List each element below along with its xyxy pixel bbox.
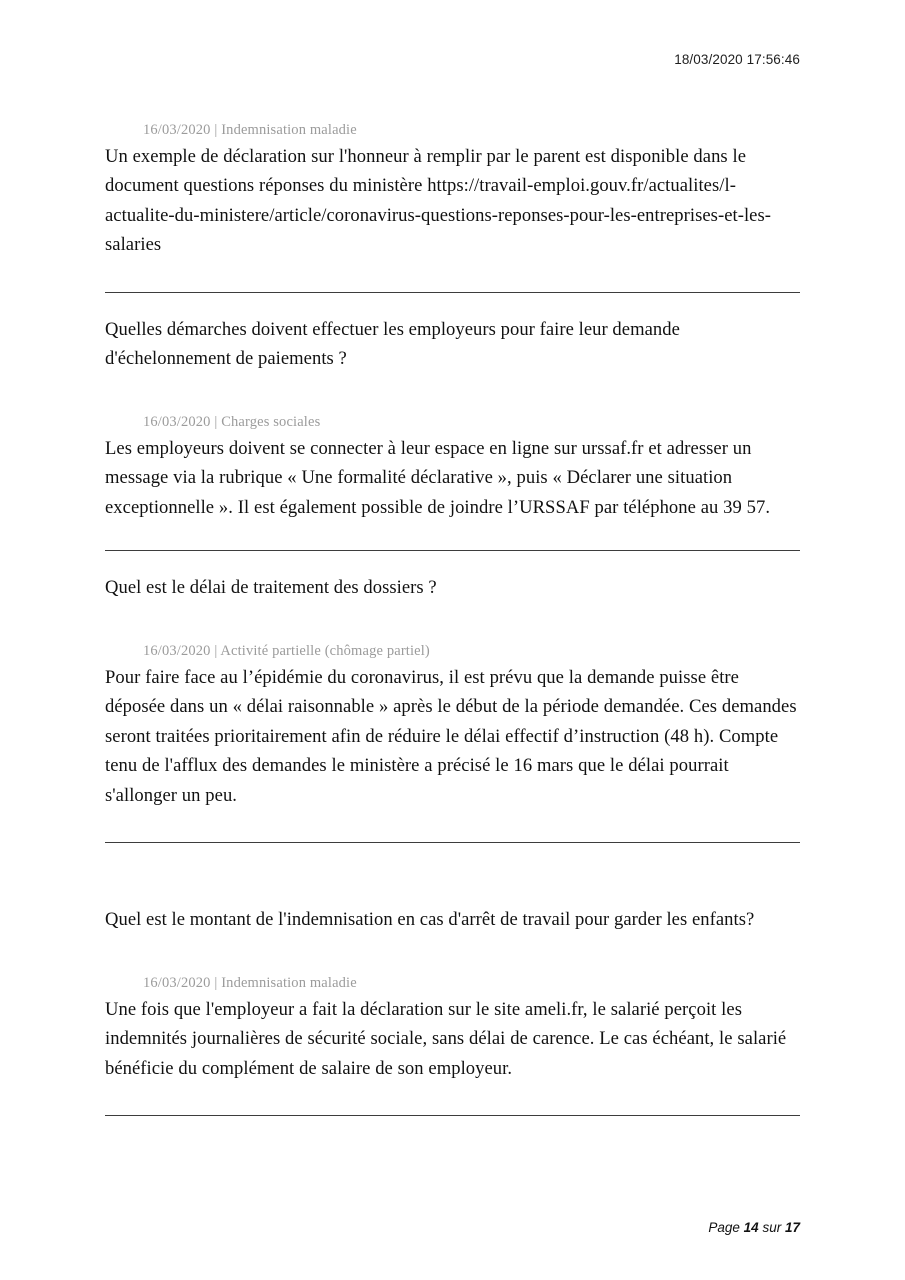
meta-divider: | (214, 413, 218, 430)
meta-divider: | (214, 122, 218, 138)
qa-block (105, 573, 800, 602)
section-separator (105, 1115, 800, 1116)
qa-block (105, 905, 800, 934)
meta-date: 16/03/2020 (143, 122, 211, 138)
qa-block (105, 120, 800, 260)
footer-separator-label: sur (762, 1220, 782, 1235)
answer-text: Une fois que l'employeur a fait la déclaration sur le site ameli.fr, le salarié perçoit les indemnités journalières de sécurité sociale, sans délai de carence. Le cas échéant, le salarié bénéficie du complément de salaire de son employeur. (105, 998, 787, 1079)
meta-divider: | (214, 642, 218, 659)
meta-category: Indemnisation maladie (221, 122, 357, 138)
meta-date: 16/03/2020 (143, 413, 211, 430)
question-text: Quelles démarches doivent effectuer les employeurs pour faire leur demande d'échelonnement de paiements ? (105, 318, 680, 370)
qa-block (105, 315, 800, 374)
qa-block (105, 973, 800, 1083)
question-text: Quel est le délai de traitement des dossiers ? (105, 577, 437, 599)
answer-meta (143, 120, 800, 141)
answer-meta (143, 641, 800, 662)
spacer (105, 935, 800, 973)
qa-block (105, 412, 800, 522)
qa-block (105, 641, 800, 810)
footer-page-number: 14 (743, 1220, 759, 1235)
meta-category: Indemnisation maladie (221, 974, 357, 991)
answer-text: Les employeurs doivent se connecter à leur espace en ligne sur urssaf.fr et adresser un message via la rubrique « Une formalité déclarative », puis « Déclarer une situation exceptionnelle ». Il est également possible de joindre l’URSSAF par téléphone au 39 57. (105, 437, 771, 518)
question-text: Quel est le montant de l'indemnisation en cas d'arrêt de travail pour garder les enfants? (105, 909, 755, 931)
answer-text: Un exemple de déclaration sur l'honneur à remplir par le parent est disponible dans le document questions réponses du ministère https://travail-emploi.gouv.fr/actualites/l-actualite-du-ministere/article/coronavirus-questions-reponses-pour-les-entreprises-et-les-salaries (105, 146, 772, 256)
spacer (105, 843, 800, 905)
document-content (105, 120, 800, 1116)
footer-total-pages: 17 (784, 1220, 800, 1235)
meta-date: 16/03/2020 (143, 974, 211, 991)
spacer (105, 522, 800, 550)
spacer (105, 551, 800, 573)
answer-meta (143, 973, 800, 994)
meta-divider: | (214, 974, 218, 991)
spacer (105, 374, 800, 412)
spacer (105, 293, 800, 315)
answer-text: Pour faire face au l’épidémie du coronavirus, il est prévu que la demande puisse être déposée dans un « délai raisonnable » après le début de la période demandée. Ces demandes seront traitées prioritairement afin de réduire le délai effectif d’instruction (48 h). Compte tenu de l'afflux des demandes le ministère a précisé le 16 mars que le délai pourrait s'allonger un peu. (105, 666, 797, 806)
meta-date: 16/03/2020 (143, 642, 211, 659)
spacer (105, 603, 800, 641)
spacer (105, 260, 800, 292)
footer-page-label: Page (708, 1220, 740, 1235)
page-footer (708, 1220, 800, 1235)
page-header-timestamp: 18/03/2020 17:56:46 (674, 52, 800, 67)
spacer (105, 810, 800, 842)
spacer (105, 1083, 800, 1115)
meta-category: Activité partielle (chômage partiel) (220, 642, 430, 659)
meta-category: Charges sociales (221, 413, 321, 430)
answer-meta (143, 412, 800, 433)
